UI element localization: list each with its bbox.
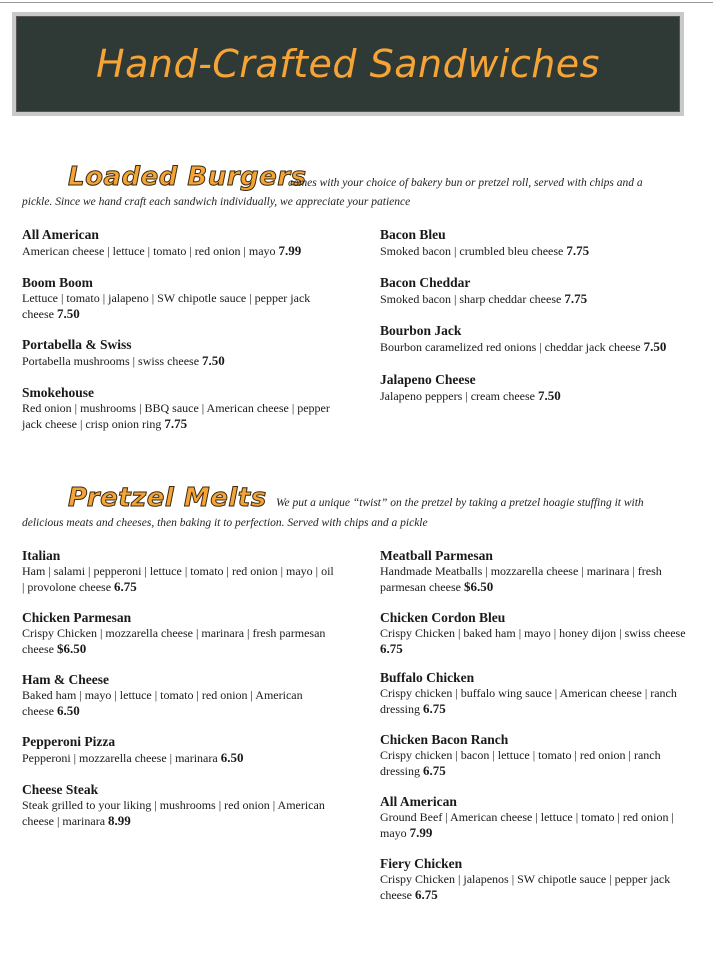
item-description: Smoked bacon | crumbled bleu cheese: [380, 244, 564, 258]
menu-item: [22, 672, 337, 719]
menu-item: [22, 385, 337, 432]
item-price: 7.99: [278, 243, 302, 258]
item-description: Crispy Chicken | jalapenos | SW chipotle sauce | pepper jack cheese: [380, 872, 671, 902]
menu-item: [380, 732, 695, 779]
item-name: Italian: [22, 548, 61, 563]
item-name: Chicken Cordon Bleu: [380, 610, 506, 625]
menu-item: [22, 275, 337, 322]
item-description: Bourbon caramelized red onions | cheddar jack cheese: [380, 340, 641, 354]
item-price: 6.75: [114, 579, 137, 594]
item-description: Lettuce | tomato | jalapeno | SW chipotle sauce | pepper jack cheese: [22, 291, 311, 321]
item-name: Bacon Bleu: [380, 227, 446, 242]
item-price: 6.50: [220, 750, 244, 765]
item-name: Boom Boom: [22, 275, 93, 290]
item-description: Ham | salami | pepperoni | lettuce | tomato | red onion | mayo | oil | provolone cheese: [22, 564, 334, 594]
menu-item: [22, 734, 337, 766]
menu-item: [380, 610, 695, 657]
melts-intro-line1: We put a unique “twist” on the pretzel by taking a pretzel hoagie stuffing it with: [276, 497, 644, 509]
item-price: 6.75: [380, 641, 403, 656]
title-banner: [12, 12, 684, 116]
item-name: Ham & Cheese: [22, 672, 109, 687]
item-price: 6.75: [423, 701, 446, 716]
item-price: 7.75: [564, 291, 588, 306]
item-price: 7.99: [409, 825, 433, 840]
menu-item: [380, 227, 695, 259]
item-description: Ground Beef | American cheese | lettuce | tomato | red onion | mayo: [380, 810, 674, 840]
item-price: 7.50: [202, 353, 225, 368]
item-name: Portabella & Swiss: [22, 337, 132, 352]
item-price: 7.75: [164, 416, 188, 431]
menu-item: [380, 372, 695, 404]
menu-item: [380, 548, 695, 595]
item-description: Crispy chicken | buffalo wing sauce | American cheese | ranch dressing: [380, 686, 677, 716]
section-title-melts: Pretzel Melts: [68, 483, 267, 513]
melts-intro-line2: delicious meats and cheeses, then baking it to perfection. Served with chips and a pickle: [22, 517, 428, 529]
item-price: $6.50: [56, 641, 87, 656]
item-description: Crispy Chicken | baked ham | mayo | honey dijon | swiss cheese: [380, 626, 686, 640]
item-description: Steak grilled to your liking | mushrooms | red onion | American cheese | marinara: [22, 798, 325, 828]
section-title-burgers: Loaded Burgers: [68, 162, 307, 192]
burgers-intro-line2: pickle. Since we hand craft each sandwich individually, we appreciate your patience: [22, 196, 411, 208]
item-price: 7.50: [56, 306, 80, 321]
menu-item: [380, 323, 695, 355]
item-name: All American: [22, 227, 99, 242]
item-name: Fiery Chicken: [380, 856, 463, 871]
item-name: Bacon Cheddar: [380, 275, 471, 290]
item-name: Chicken Parmesan: [22, 610, 132, 625]
item-price: $6.50: [463, 579, 494, 594]
menu-item: [22, 610, 337, 657]
item-price: 6.75: [423, 763, 446, 778]
menu-item: [22, 782, 337, 829]
menu-item: [380, 275, 695, 307]
menu-item: [380, 670, 695, 717]
item-description: Crispy chicken | bacon | lettuce | tomato | red onion | ranch dressing: [380, 748, 661, 778]
item-name: All American: [380, 794, 457, 809]
item-name: Cheese Steak: [22, 782, 99, 797]
menu-item: [380, 794, 695, 841]
item-description: Handmade Meatballs | mozzarella cheese | marinara | fresh parmesan cheese: [380, 564, 662, 594]
burgers-intro-line1: comes with your choice of bakery bun or pretzel roll, served with chips and a: [288, 177, 643, 189]
item-price: 8.99: [108, 813, 131, 828]
item-name: Chicken Bacon Ranch: [380, 732, 509, 747]
item-price: 7.75: [566, 243, 590, 258]
menu-item: [22, 337, 337, 369]
item-description: Red onion | mushrooms | BBQ sauce | American cheese | pepper jack cheese | crisp onion ring: [22, 401, 330, 431]
menu-item: [22, 548, 337, 595]
item-description: Pepperoni | mozzarella cheese | marinara: [22, 751, 218, 765]
item-name: Bourbon Jack: [380, 323, 462, 338]
menu-item: [380, 856, 695, 903]
item-name: Smokehouse: [22, 385, 95, 400]
item-name: Pepperoni Pizza: [22, 734, 116, 749]
item-description: Baked ham | mayo | lettuce | tomato | red onion | American cheese: [22, 688, 303, 718]
item-description: Smoked bacon | sharp cheddar cheese: [380, 292, 562, 306]
scan-edge-line: [0, 2, 713, 3]
menu-item: [22, 227, 337, 259]
item-name: Meatball Parmesan: [380, 548, 493, 563]
title-banner-inner: [16, 16, 680, 112]
item-name: Jalapeno Cheese: [380, 372, 476, 387]
item-description: Portabella mushrooms | swiss cheese: [22, 354, 200, 368]
item-price: 6.50: [56, 703, 80, 718]
item-description: Jalapeno peppers | cream cheese: [380, 389, 535, 403]
item-description: American cheese | lettuce | tomato | red onion | mayo: [22, 244, 276, 258]
item-name: Buffalo Chicken: [380, 670, 475, 685]
item-price: 7.50: [538, 388, 561, 403]
item-description: Crispy Chicken | mozzarella cheese | marinara | fresh parmesan cheese: [22, 626, 326, 656]
item-price: 7.50: [643, 339, 667, 354]
menu-title: Hand-Crafted Sandwiches: [96, 42, 600, 86]
item-price: 6.75: [414, 887, 438, 902]
